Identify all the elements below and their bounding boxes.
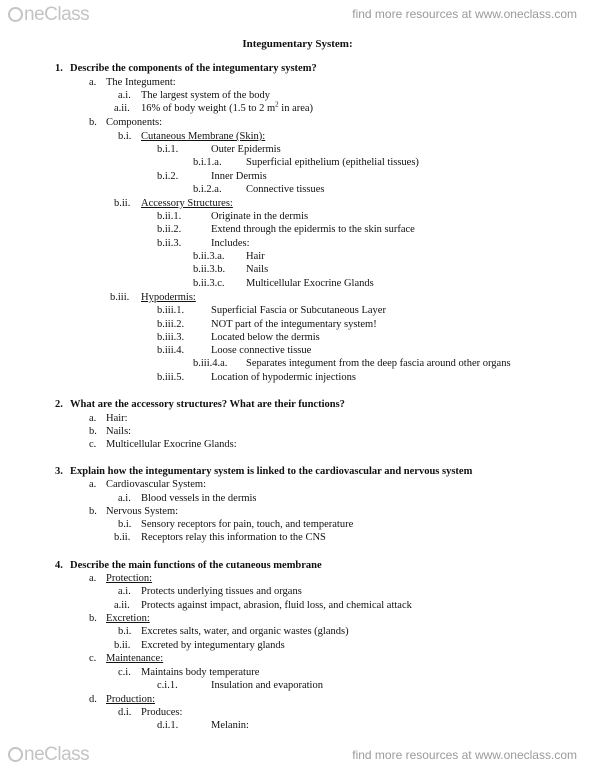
outline-item: Maintenance: [106, 653, 164, 664]
outline-item: Superficial epithelium (epithelial tissues) [246, 157, 419, 168]
outline-number: c.i. [118, 667, 131, 678]
outline-item: Accessory Structures: [141, 198, 233, 209]
outline-item: Melanin: [211, 720, 249, 731]
outline-number: a. [89, 479, 97, 490]
outline-number: b.ii. [114, 640, 131, 651]
outline-number: a.i. [118, 586, 131, 597]
outline-number: b.ii.2. [157, 224, 182, 235]
logo-text: neClass [24, 4, 90, 25]
outline-item: Components: [106, 117, 163, 128]
outline-item: Produces: [141, 707, 183, 718]
outline-item: Superficial Fascia or Subcutaneous Layer [211, 305, 386, 316]
outline-number: b.iii.3. [157, 332, 185, 343]
outline-item: NOT part of the integumentary system! [211, 319, 377, 330]
question-heading: Describe the main functions of the cutaneous membrane [70, 560, 322, 571]
outline-number: c. [89, 439, 97, 450]
outline-item: Hair [246, 251, 265, 262]
outline-item: Extend through the epidermis to the skin surface [211, 224, 415, 235]
outline-number: c. [89, 653, 97, 664]
outline-item: Connective tissues [246, 184, 325, 195]
outline-number: 1. [55, 63, 63, 74]
outline-item: Cardiovascular System: [106, 479, 207, 490]
footer-resources-link[interactable]: find more resources at www.oneclass.com [352, 748, 577, 762]
outline-number: b.i.2. [157, 171, 179, 182]
question-heading: What are the accessory structures? What are their functions? [70, 399, 345, 410]
outline-item: Originate in the dermis [211, 211, 309, 222]
outline-number: a. [89, 573, 97, 584]
outline-number: b.ii. [114, 532, 131, 543]
outline-item: Separates integument from the deep fascia around other organs [246, 358, 511, 369]
outline-item: Maintains body temperature [141, 667, 260, 678]
outline-item: Protects underlying tissues and organs [141, 586, 302, 597]
outline-number: b.ii.3.a. [193, 251, 225, 262]
header-resources-link[interactable]: find more resources at www.oneclass.com [352, 7, 577, 21]
outline-number: b.ii.3.b. [193, 264, 226, 275]
outline-item: Protects against impact, abrasion, fluid loss, and chemical attack [141, 600, 412, 611]
outline-item: Loose connective tissue [211, 345, 312, 356]
logo-ring-icon [8, 747, 23, 762]
outline-item: Excreted by integumentary glands [141, 640, 285, 651]
question-heading: Describe the components of the integumentary system? [70, 63, 317, 74]
outline-item: Receptors relay this information to the CNS [141, 532, 326, 543]
outline-number: b.i. [118, 131, 132, 142]
outline-number: c.i.1. [157, 680, 178, 691]
outline-number: b.iii.5. [157, 372, 185, 383]
outline-number: a.ii. [114, 103, 130, 114]
outline-item: Excretion: [106, 613, 150, 624]
page-header [0, 0, 595, 30]
outline-number: b.iii.1. [157, 305, 185, 316]
outline-item: Inner Dermis [211, 171, 267, 182]
outline-item: Excretes salts, water, and organic wastes (glands) [141, 626, 349, 637]
outline-item: Includes: [211, 238, 250, 249]
page-footer [0, 738, 595, 770]
outline-item: Insulation and evaporation [211, 680, 323, 691]
logo-text: neClass [24, 744, 90, 765]
outline-number: a.i. [118, 90, 131, 101]
outline-number: b.iii. [110, 292, 130, 303]
outline-item: Blood vessels in the dermis [141, 493, 257, 504]
outline-number: 2. [55, 399, 63, 410]
outline-number: d.i. [118, 707, 132, 718]
outline-number: b.ii. [114, 198, 131, 209]
outline-number: a. [89, 77, 97, 88]
page-title: Integumentary System: [242, 38, 353, 50]
logo-ring-icon [8, 7, 23, 22]
outline-item: Outer Epidermis [211, 144, 281, 155]
outline-item: Hypodermis: [141, 292, 196, 303]
outline-item: Protection: [106, 573, 153, 584]
outline-number: b. [89, 117, 97, 128]
outline-item: Sensory receptors for pain, touch, and temperature [141, 519, 354, 530]
outline-item: Nervous System: [106, 506, 179, 517]
oneclass-logo-footer[interactable] [8, 744, 89, 766]
outline-item: Multicellular Exocrine Glands: [106, 439, 237, 450]
outline-number: b.i.1. [157, 144, 179, 155]
outline-number: b.iii.4. [157, 345, 185, 356]
outline-number: b.i.2.a. [193, 184, 222, 195]
outline-number: a. [89, 413, 97, 424]
outline-number: 4. [55, 560, 63, 571]
oneclass-logo[interactable] [8, 4, 89, 26]
outline-number: b.ii.1. [157, 211, 182, 222]
outline-number: b.ii.3.c. [193, 278, 225, 289]
outline-item: The largest system of the body [141, 90, 270, 101]
outline-item: Nails [246, 264, 269, 275]
outline-number: b. [89, 506, 97, 517]
outline-item: The Integument: [106, 77, 176, 88]
outline-item: Multicellular Exocrine Glands [246, 278, 374, 289]
outline-item: Located below the dermis [211, 332, 320, 343]
outline-number: d.i.1. [157, 720, 179, 731]
outline-number: 3. [55, 466, 63, 477]
outline-number: b. [89, 426, 97, 437]
outline-number: b. [89, 613, 97, 624]
outline-number: b.i. [118, 519, 132, 530]
outline-item: Cutaneous Membrane (Skin): [141, 131, 266, 142]
outline-number: a.i. [118, 493, 131, 504]
outline-item: Location of hypodermic injections [211, 372, 356, 383]
outline-number: a.ii. [114, 600, 130, 611]
outline-item: Production: [106, 694, 155, 705]
outline-number: b.i. [118, 626, 132, 637]
outline-item: Hair: [106, 413, 128, 424]
outline-item: Nails: [106, 426, 132, 437]
outline-item: 16% of body weight (1.5 to 2 $m^2$ in area) [141, 100, 314, 114]
question-heading: Explain how the integumentary system is linked to the cardiovascular and nervous system [70, 466, 473, 477]
outline-number: d. [89, 694, 97, 705]
outline-number: b.iii.4.a. [193, 358, 228, 369]
outline-number: b.i.1.a. [193, 157, 222, 168]
outline-number: b.iii.2. [157, 319, 185, 330]
outline-number: b.ii.3. [157, 238, 182, 249]
